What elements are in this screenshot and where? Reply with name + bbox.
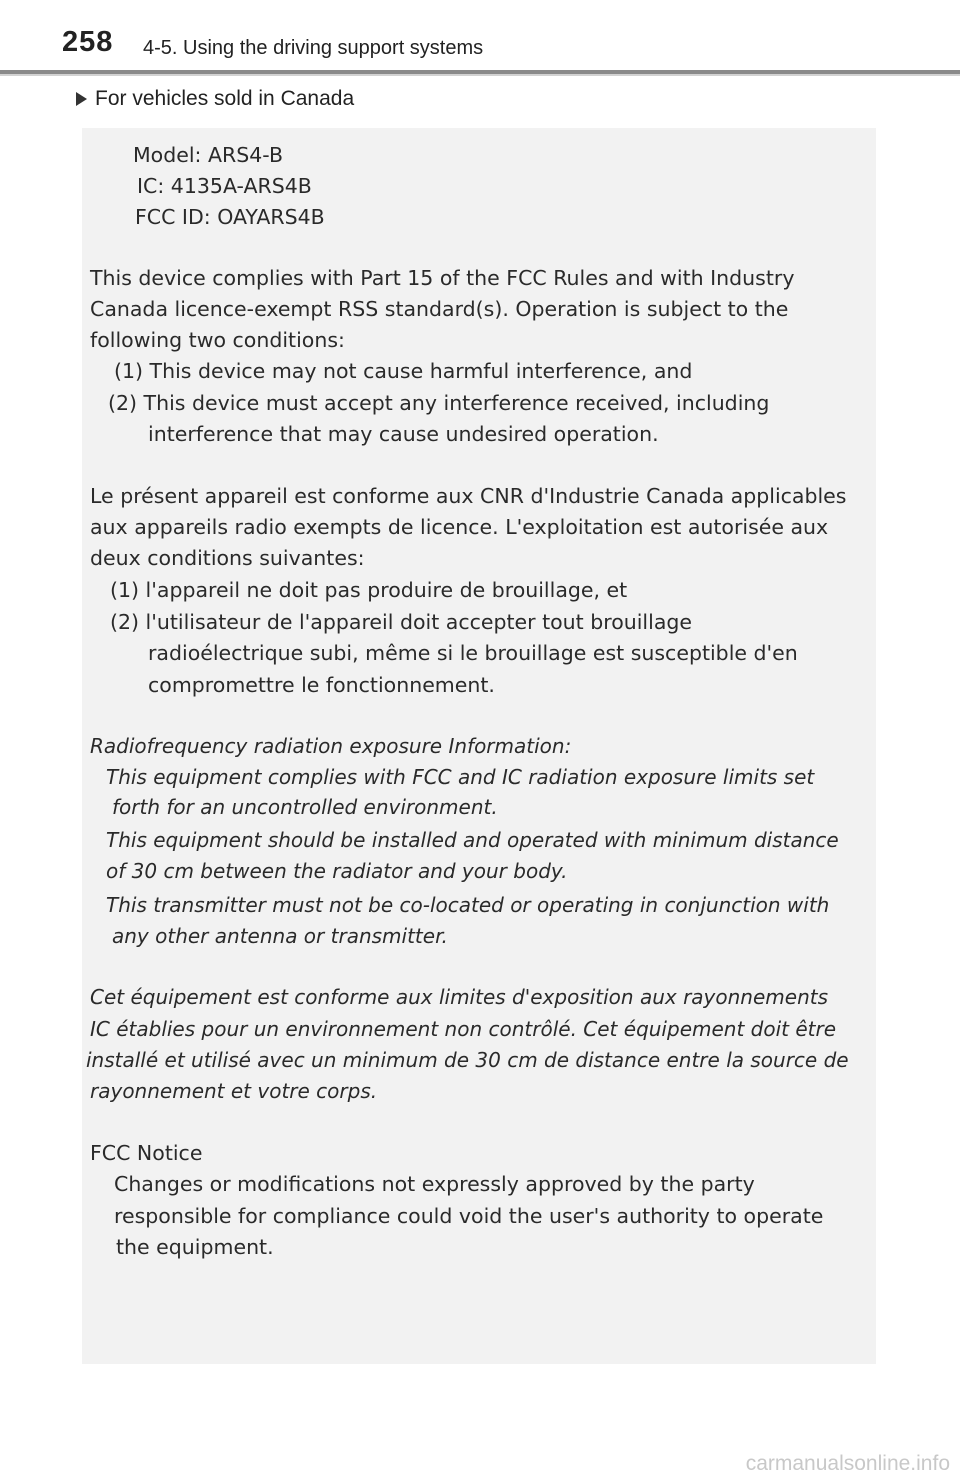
en-compliance-line: Canada licence-exempt RSS standard(s). Operation is subject to the: [90, 297, 789, 321]
en-condition-2-cont: interference that may cause undesired operation.: [148, 422, 659, 446]
fcc-id-line: FCC ID: OAYARS4B: [135, 205, 325, 229]
page-number: 258: [62, 26, 114, 58]
rf-exposure-line: This equipment should be installed and operated with minimum distance: [106, 828, 839, 852]
site-watermark: carmanualsonline.info: [745, 1452, 950, 1475]
rf-exposure-line: of 30 cm between the radiator and your body.: [106, 859, 568, 883]
model-line: Model: ARS4-B: [133, 143, 284, 167]
fr-compliance-line: Le présent appareil est conforme aux CNR d'Industrie Canada applicables: [90, 484, 847, 508]
en-condition-2: (2) This device must accept any interference received, including: [108, 391, 770, 415]
fcc-notice-line: responsible for compliance could void the user's authority to operate: [114, 1204, 824, 1228]
triangle-bullet-icon: [76, 92, 87, 106]
en-condition-1: (1) This device may not cause harmful interference, and: [114, 359, 693, 383]
fr-condition-1: (1) l'appareil ne doit pas produire de brouillage, et: [110, 578, 628, 602]
section-title: 4-5. Using the driving support systems: [143, 37, 484, 59]
en-compliance-line: following two conditions:: [90, 328, 345, 352]
fcc-notice-heading: FCC Notice: [90, 1141, 203, 1165]
fr-rf-exposure-line: rayonnement et votre corps.: [90, 1079, 378, 1103]
rf-exposure-line: forth for an uncontrolled environment.: [112, 795, 498, 819]
fr-condition-2-cont: radioélectrique subi, même si le brouillage est susceptible d'en: [148, 641, 798, 665]
rf-exposure-line: This transmitter must not be co-located or operating in conjunction with: [106, 893, 830, 917]
page-header: [0, 0, 960, 78]
fr-rf-exposure-line: IC établies pour un environnement non contrôlé. Cet équipement doit être: [90, 1017, 837, 1041]
fr-compliance-line: deux conditions suivantes:: [90, 546, 365, 570]
fr-compliance-line: aux appareils radio exempts de licence. L'exploitation est autorisée aux: [90, 515, 829, 539]
canada-bullet: [76, 87, 354, 111]
fcc-notice-line: the equipment.: [116, 1235, 274, 1259]
fr-condition-2: (2) l'utilisateur de l'appareil doit accepter tout brouillage: [110, 610, 693, 634]
fr-rf-exposure-line: Cet équipement est conforme aux limites d'exposition aux rayonnements: [90, 985, 829, 1009]
rf-exposure-heading: Radiofrequency radiation exposure Information:: [90, 734, 572, 758]
fr-rf-exposure-line: installé et utilisé avec un minimum de 30 cm de distance entre la source de: [86, 1048, 849, 1072]
fcc-notice-line: Changes or modifications not expressly approved by the party: [114, 1172, 755, 1196]
rf-exposure-line: This equipment complies with FCC and IC radiation exposure limits set: [106, 765, 815, 789]
ic-line: IC: 4135A-ARS4B: [137, 174, 312, 198]
bullet-text: For vehicles sold in Canada: [95, 87, 355, 110]
rf-exposure-line: any other antenna or transmitter.: [112, 924, 448, 948]
fr-condition-2-cont: compromettre le fonctionnement.: [148, 673, 495, 697]
en-compliance-line: This device complies with Part 15 of the FCC Rules and with Industry: [90, 266, 795, 290]
header-rule-shadow: [0, 74, 960, 76]
